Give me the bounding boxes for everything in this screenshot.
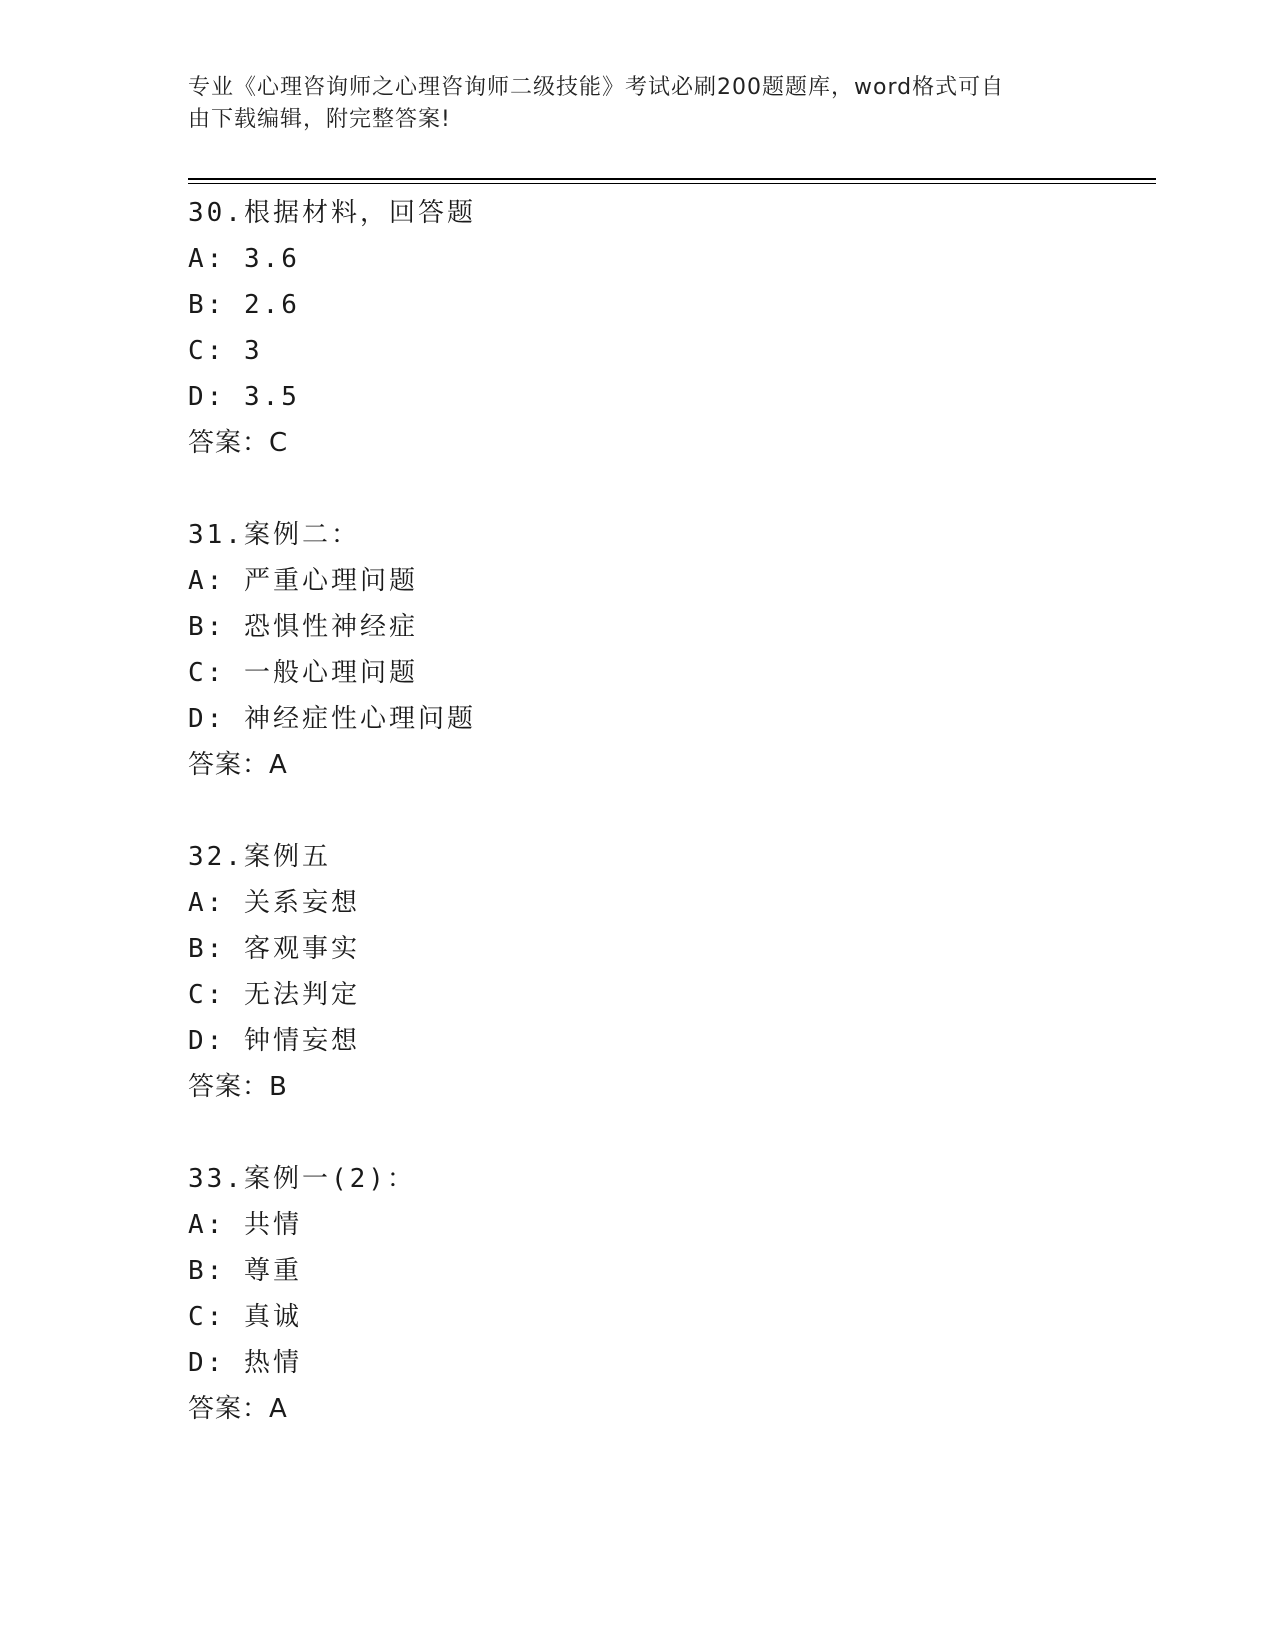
question-stem: 31.案例二： — [188, 520, 360, 550]
option-a: A: 关系妄想 — [188, 888, 360, 918]
answer-label: 答案： — [188, 750, 270, 780]
answer-line — [188, 1064, 1088, 1110]
header-line-1: 专业《心理咨询师之心理咨询师二级技能》考试必刷200题题库，word格式可自 — [188, 75, 1005, 100]
option-c: C: 一般心理问题 — [188, 658, 418, 688]
answer-line — [188, 420, 1088, 466]
header-line-2: 由下载编辑，附完整答案! — [188, 107, 451, 132]
option-b: B: 尊重 — [188, 1256, 302, 1286]
option-c: C: 真诚 — [188, 1302, 302, 1332]
question-30 — [188, 190, 1088, 466]
answer-value: A — [269, 750, 288, 780]
header-divider-thick — [188, 178, 1156, 180]
answer-line — [188, 1386, 1088, 1432]
question-32 — [188, 834, 1088, 1110]
option-d: D: 热情 — [188, 1348, 302, 1378]
answer-label: 答案： — [188, 1072, 270, 1102]
option-d: D: 3.5 — [188, 382, 300, 412]
answer-value: B — [269, 1072, 288, 1102]
question-31 — [188, 512, 1088, 788]
header-divider-thin — [188, 183, 1156, 184]
option-b: B: 2.6 — [188, 290, 300, 320]
question-list — [188, 190, 1088, 1478]
answer-line — [188, 742, 1088, 788]
question-33 — [188, 1156, 1088, 1432]
option-c: C: 无法判定 — [188, 980, 360, 1010]
option-a: A: 共情 — [188, 1210, 302, 1240]
answer-label: 答案： — [188, 1394, 270, 1424]
question-stem: 33.案例一(2)： — [188, 1164, 416, 1194]
document-header — [188, 72, 1068, 136]
answer-value: A — [269, 1394, 288, 1424]
question-stem: 32.案例五 — [188, 842, 331, 872]
answer-value: C — [269, 428, 289, 458]
option-d: D: 神经症性心理问题 — [188, 704, 476, 734]
option-b: B: 客观事实 — [188, 934, 360, 964]
option-d: D: 钟情妄想 — [188, 1026, 360, 1056]
answer-label: 答案： — [188, 428, 270, 458]
option-b: B: 恐惧性神经症 — [188, 612, 418, 642]
option-a: A: 3.6 — [188, 244, 300, 274]
question-stem: 30.根据材料，回答题 — [188, 198, 476, 228]
option-a: A: 严重心理问题 — [188, 566, 418, 596]
option-c: C: 3 — [188, 336, 263, 366]
